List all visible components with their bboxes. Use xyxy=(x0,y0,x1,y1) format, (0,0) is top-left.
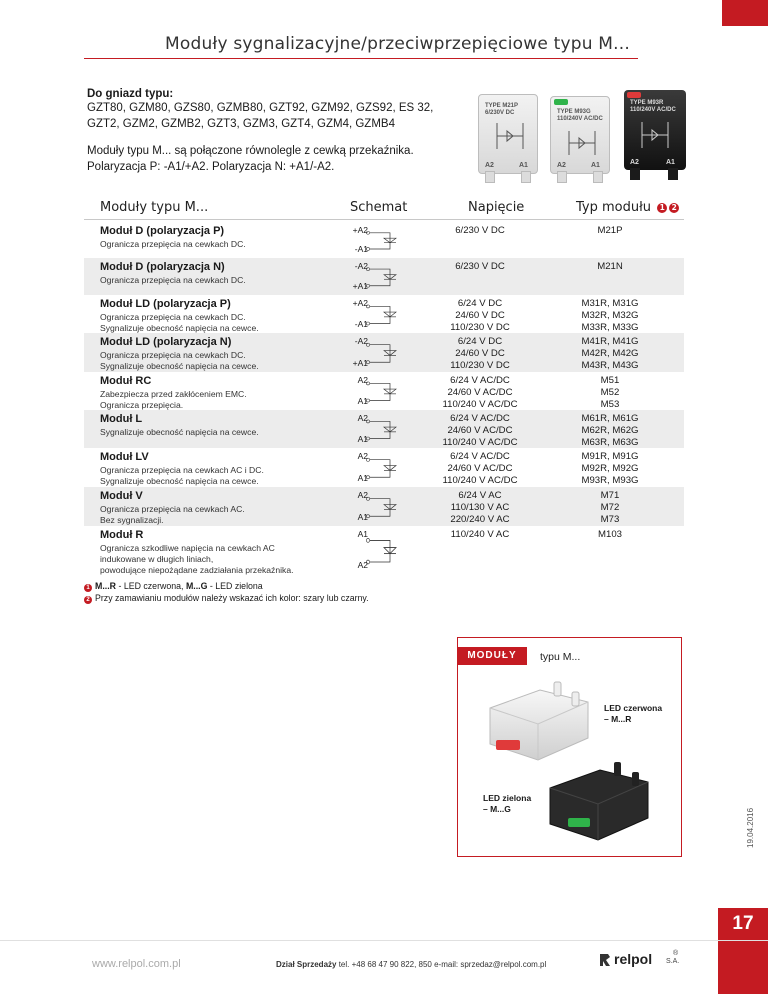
footnote-marker: 1 xyxy=(84,584,92,592)
module-voltage-text: 110/240V AC/DC xyxy=(630,107,676,113)
terminal-top: A2 xyxy=(357,451,368,461)
module-type-text: TYPE M93G xyxy=(557,109,591,115)
terminal-top: +A2 xyxy=(352,298,368,308)
table-row xyxy=(84,526,684,574)
schematic-icon xyxy=(638,120,672,150)
terminal-bottom: -A1 xyxy=(354,319,368,329)
footnote-bold: M...G xyxy=(185,581,208,591)
module-name: Moduł RC xyxy=(100,375,152,387)
led-green-icon xyxy=(554,99,568,105)
module-types: M51 M52 M53 xyxy=(600,375,620,410)
sales-label: Dział Sprzedaży xyxy=(276,960,337,969)
terminal-top: +A2 xyxy=(352,225,368,235)
footnote-1 xyxy=(84,580,369,592)
terminal-bottom: +A1 xyxy=(352,281,368,291)
table-row xyxy=(84,448,684,487)
schematic-icon xyxy=(565,129,599,157)
header-type-label: Typ modułu xyxy=(576,200,652,215)
terminal-bottom: A1 xyxy=(357,473,368,483)
module-voltage: 6/24 V DC 24/60 V DC 110/230 V DC xyxy=(450,336,510,371)
module-desc: Zabezpiecza przed zakłóceniem EMC. Ogranicza przepięcia. xyxy=(100,389,247,410)
footnotes xyxy=(84,580,369,604)
module-desc: Ogranicza przepięcia na cewkach AC. Bez sygnalizacji. xyxy=(100,504,245,525)
module-desc: Ogranicza przepięcia na cewkach AC i DC. Sygnalizuje obecność napięcia na cewce. xyxy=(100,465,264,486)
header-voltage: Napięcie xyxy=(468,200,525,215)
schematic-diagram xyxy=(332,333,422,372)
module-types: M91R, M91G M92R, M92G M93R, M93G xyxy=(581,451,639,486)
terminal-top: A2 xyxy=(357,375,368,385)
module-desc: Sygnalizuje obecność napięcia na cewce. xyxy=(100,427,259,437)
module-pin xyxy=(593,171,603,183)
module-photo-black-red-led xyxy=(624,90,686,170)
pin-label-a2: A2 xyxy=(485,162,494,169)
terminal-bottom: -A1 xyxy=(354,244,368,254)
terminal-bottom: A1 xyxy=(357,396,368,406)
table-row xyxy=(84,410,684,448)
logo-sa: S.A. xyxy=(666,958,680,965)
module-desc: Ogranicza przepięcia na cewkach DC. xyxy=(100,275,246,285)
footer-rule xyxy=(0,940,768,941)
pin-label-a1: A1 xyxy=(519,162,528,169)
module-name: Moduł R xyxy=(100,529,144,541)
header-modules: Moduły typu M... xyxy=(100,200,209,215)
module-types: M103 xyxy=(598,529,622,540)
pin-label-a2: A2 xyxy=(630,159,639,166)
footnote-text: - LED czerwona, xyxy=(116,581,186,591)
header-schema: Schemat xyxy=(350,200,408,215)
promo-label-red-led xyxy=(604,703,662,725)
module-name: Moduł V xyxy=(100,490,143,502)
module-voltage: 6/24 V AC/DC 24/60 V AC/DC 110/240 V AC/DC xyxy=(442,413,518,448)
module-voltage-text: 6/230V DC xyxy=(485,110,515,116)
footnote-2 xyxy=(84,592,369,604)
schematic-diagram xyxy=(332,487,422,526)
intro-text: Moduły typu M... są połączone równolegle z cewką przekaźnika. Polaryzacja P: -A1/+A2. Polaryzacja N: +A1/-A2. xyxy=(87,145,414,173)
terminal-top: -A2 xyxy=(354,336,368,346)
module-pin xyxy=(668,168,678,180)
sockets-label: Do gniazd typu: xyxy=(87,88,174,100)
corner-tab xyxy=(722,0,768,26)
module-type-text: TYPE M93R xyxy=(630,100,664,106)
table-row xyxy=(84,333,684,372)
footer-url[interactable]: www.relpol.com.pl xyxy=(92,958,181,970)
promo-subtitle: typu M... xyxy=(540,651,581,663)
module-voltage: 6/24 V AC 110/130 V AC 220/240 V AC xyxy=(450,490,510,525)
footer-sales-contact xyxy=(276,960,546,969)
red-led-label: LED czerwona – M...R xyxy=(604,703,663,724)
terminal-bottom: A2 xyxy=(357,560,368,570)
schematic-diagram xyxy=(332,448,422,487)
module-voltage: 6/230 V DC xyxy=(455,225,505,236)
grey-module-photo xyxy=(480,678,600,768)
terminal-top: A2 xyxy=(357,490,368,500)
page-number: 17 xyxy=(718,908,768,994)
terminal-bottom: +A1 xyxy=(352,358,368,368)
relpol-logo-icon xyxy=(598,952,612,968)
promo-tag: MODUŁY xyxy=(457,647,527,665)
table-row xyxy=(84,487,684,526)
module-desc: Ogranicza przepięcia na cewkach DC. xyxy=(100,239,246,249)
module-pin xyxy=(521,171,531,183)
print-date: 19.04.2016 xyxy=(746,807,755,848)
schematic-icon xyxy=(493,121,527,151)
sockets-list: GZT80, GZM80, GZS80, GZMB80, GZT92, GZM92, GZS92, ES 32, GZT2, GZM2, GZMB2, GZT3, GZM3, GZT4, GZM4, GZMB4 xyxy=(87,102,434,130)
product-photos xyxy=(478,88,686,184)
pin-label-a1: A1 xyxy=(666,159,675,166)
module-desc: Ogranicza przepięcia na cewkach DC. Sygnalizuje obecność napięcia na cewce. xyxy=(100,350,259,371)
pin-label-a2: A2 xyxy=(557,162,566,169)
table-row xyxy=(84,222,684,258)
module-desc: Ogranicza przepięcia na cewkach DC. Sygnalizuje obecność napięcia na cewce. xyxy=(100,312,259,333)
module-types: M21P xyxy=(597,225,623,236)
module-name: Moduł D (polaryzacja P) xyxy=(100,225,225,237)
title-rule xyxy=(84,58,638,59)
terminal-top: -A2 xyxy=(354,261,368,271)
footnote-text: Przy zamawianiu modułów należy wskazać ich kolor: szary lub czarny. xyxy=(95,593,369,603)
schematic-diagram xyxy=(332,526,422,574)
module-desc: Ogranicza szkodliwe napięcia na cewkach AC indukowane w długich liniach, powodujące niepożądane zadziałania przekaźnika. xyxy=(100,543,294,575)
module-types: M31R, M31G M32R, M32G M33R, M33G xyxy=(581,298,639,333)
sales-contact: tel. +48 68 47 90 822, 850 e-mail: sprzedaz@relpol.com.pl xyxy=(336,960,547,969)
logo-registered: ® xyxy=(673,950,679,957)
module-type-text: TYPE M21P xyxy=(485,103,519,109)
module-pin xyxy=(630,168,640,180)
module-types: M21N xyxy=(597,261,623,272)
module-types: M61R, M61G M62R, M62G M63R, M63G xyxy=(581,413,639,448)
green-led-label: LED zielona – M...G xyxy=(483,793,532,814)
schematic-diagram xyxy=(332,222,422,258)
module-voltage: 6/24 V DC 24/60 V DC 110/230 V DC xyxy=(450,298,510,333)
module-voltage: 6/230 V DC xyxy=(455,261,505,272)
module-photo-grey xyxy=(478,94,538,174)
module-pin xyxy=(557,171,567,183)
note-marker-2: 2 xyxy=(669,203,679,213)
promo-label-green-led xyxy=(483,793,531,815)
module-name: Moduł L xyxy=(100,413,143,425)
black-module-photo xyxy=(540,758,660,848)
schematic-diagram xyxy=(332,295,422,333)
note-marker-1: 1 xyxy=(657,203,667,213)
module-types: M41R, M41G M42R, M42G M43R, M43G xyxy=(581,336,639,371)
module-photo-green-led xyxy=(550,96,610,174)
led-red-icon xyxy=(627,92,641,98)
module-voltage: 110/240 V AC xyxy=(450,529,510,540)
module-name: Moduł LD (polaryzacja N) xyxy=(100,336,232,348)
relpol-logo: relpol xyxy=(614,951,653,967)
module-name: Moduł D (polaryzacja N) xyxy=(100,261,225,273)
table-row xyxy=(84,372,684,410)
header-type xyxy=(576,200,679,215)
terminal-top: A1 xyxy=(357,529,368,539)
module-voltage-text: 110/240V AC/DC xyxy=(557,116,603,122)
table-row xyxy=(84,295,684,333)
footnote-marker: 2 xyxy=(84,596,92,604)
module-name: Moduł LD (polaryzacja P) xyxy=(100,298,231,310)
module-pin xyxy=(485,171,495,183)
page-title: Moduły sygnalizacyjne/przeciwprzepięciowe typu M... xyxy=(165,34,630,54)
module-types: M71 M72 M73 xyxy=(600,490,620,525)
promo-box xyxy=(457,637,682,857)
schematic-diagram xyxy=(332,372,422,410)
schematic-diagram xyxy=(332,410,422,448)
module-voltage: 6/24 V AC/DC 24/60 V AC/DC 110/240 V AC/DC xyxy=(442,375,518,410)
module-name: Moduł LV xyxy=(100,451,149,463)
footnote-bold: M...R xyxy=(95,581,117,591)
table-header xyxy=(84,196,684,220)
terminal-bottom: A1 xyxy=(357,434,368,444)
schematic-diagram xyxy=(332,258,422,295)
terminal-top: A2 xyxy=(357,413,368,423)
table-row xyxy=(84,258,684,295)
footnote-text: - LED zielona xyxy=(207,581,263,591)
module-voltage: 6/24 V AC/DC 24/60 V AC/DC 110/240 V AC/DC xyxy=(442,451,518,486)
pin-label-a1: A1 xyxy=(591,162,600,169)
terminal-bottom: A1 xyxy=(357,512,368,522)
